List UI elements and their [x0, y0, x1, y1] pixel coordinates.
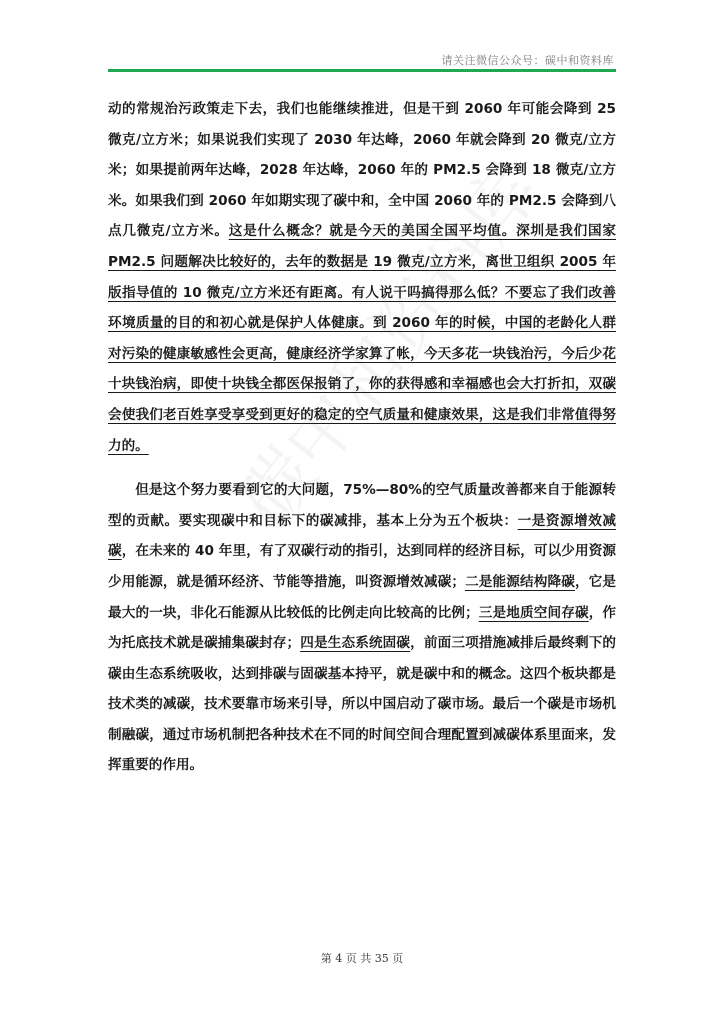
term-ecosystem-sequestration: 四是生态系统固碳: [300, 635, 411, 652]
paragraph-2-text-b: ，它是最大的一块，非化石能源从比较低的比例走向比较高的比例；: [108, 573, 617, 621]
page-number: 第 4 页 共 35 页: [320, 952, 404, 965]
header-divider: [108, 69, 616, 72]
term-resource-efficiency: 一是资源增效减碳: [108, 512, 617, 560]
paragraph-2-text-c: ，作为托底技术就是碳捕集碳封存；: [108, 604, 617, 652]
paragraph-2: [108, 475, 616, 781]
paragraph-2-intro: 但是这个努力要看到它的大问题，75%—80%的空气质量改善都来自于能源转型的贡献。要实现碳中和目标下的碳减排，基本上分为五个板块：: [108, 482, 616, 529]
page-header-text: 请关注微信公众号：碳中和资料库: [441, 54, 614, 67]
document-body: [108, 94, 616, 781]
paragraph-1: [108, 94, 616, 461]
term-geological-storage: 三是地质空间存碳: [478, 604, 589, 621]
paragraph-1-text: 动的常规治污政策走下去，我们也能继续推进，但是干到 2060 年可能会降到 25 微克/立方米；如果说我们实现了 2030 年达峰，2060 年就会降到 20 微克/立方米；如果提前两年达峰，2028 年达峰，2060 年的 PM2.5 会降到 18 微克/立方米。如果我们到 2060 年如期实现了碳中和，全中国 2060 年的 PM2.5 会降到八点几微克/立方米。: [108, 101, 616, 240]
term-energy-structure: 二是能源结构降碳: [464, 573, 575, 590]
paragraph-1-underlined: 这是什么概念？就是今天的美国全国平均值。深圳是我们国家 PM2.5 问题解决比较好的，去年的数据是 19 微克/立方米，离世卫组织 2005 年版指导值的 10 微克/立方米还有距离。有人说干吗搞得那么低？不要忘了我们改善环境质量的目的和初心就是保护人体健康。到 2060 年的时候，中国的老龄化人群对污染的健康敏感性会更高，健康经济学家算了帐，今天多花一块钱治污，今后少花十块钱治病，即使十块钱全都医保报销了，你的获得感和幸福感也会大打折扣，双碳会使我们老百姓享受享受到更好的稳定的空气质量和健康效果，这是我们非常值得努力的。: [108, 223, 617, 454]
paragraph-2-text-d: ，前面三项措施减排后最终剩下的碳由生态系统吸收，达到排碳与固碳基本持平，就是碳中和的概念。这四个板块都是技术类的减碳，技术要靠市场来引导，所以中国启动了碳市场。最后一个碳是市场机制融碳，通过市场机制把各种技术在不同的时间空间合理配置到减碳体系里面来，发挥重要的作用。: [108, 635, 617, 774]
paragraph-2-text-a: ，在未来的 40 年里，有了双碳行动的指引，达到同样的经济目标，可以少用资源少用能源，就是循环经济、节能等措施，叫资源增效减碳；: [108, 543, 616, 590]
